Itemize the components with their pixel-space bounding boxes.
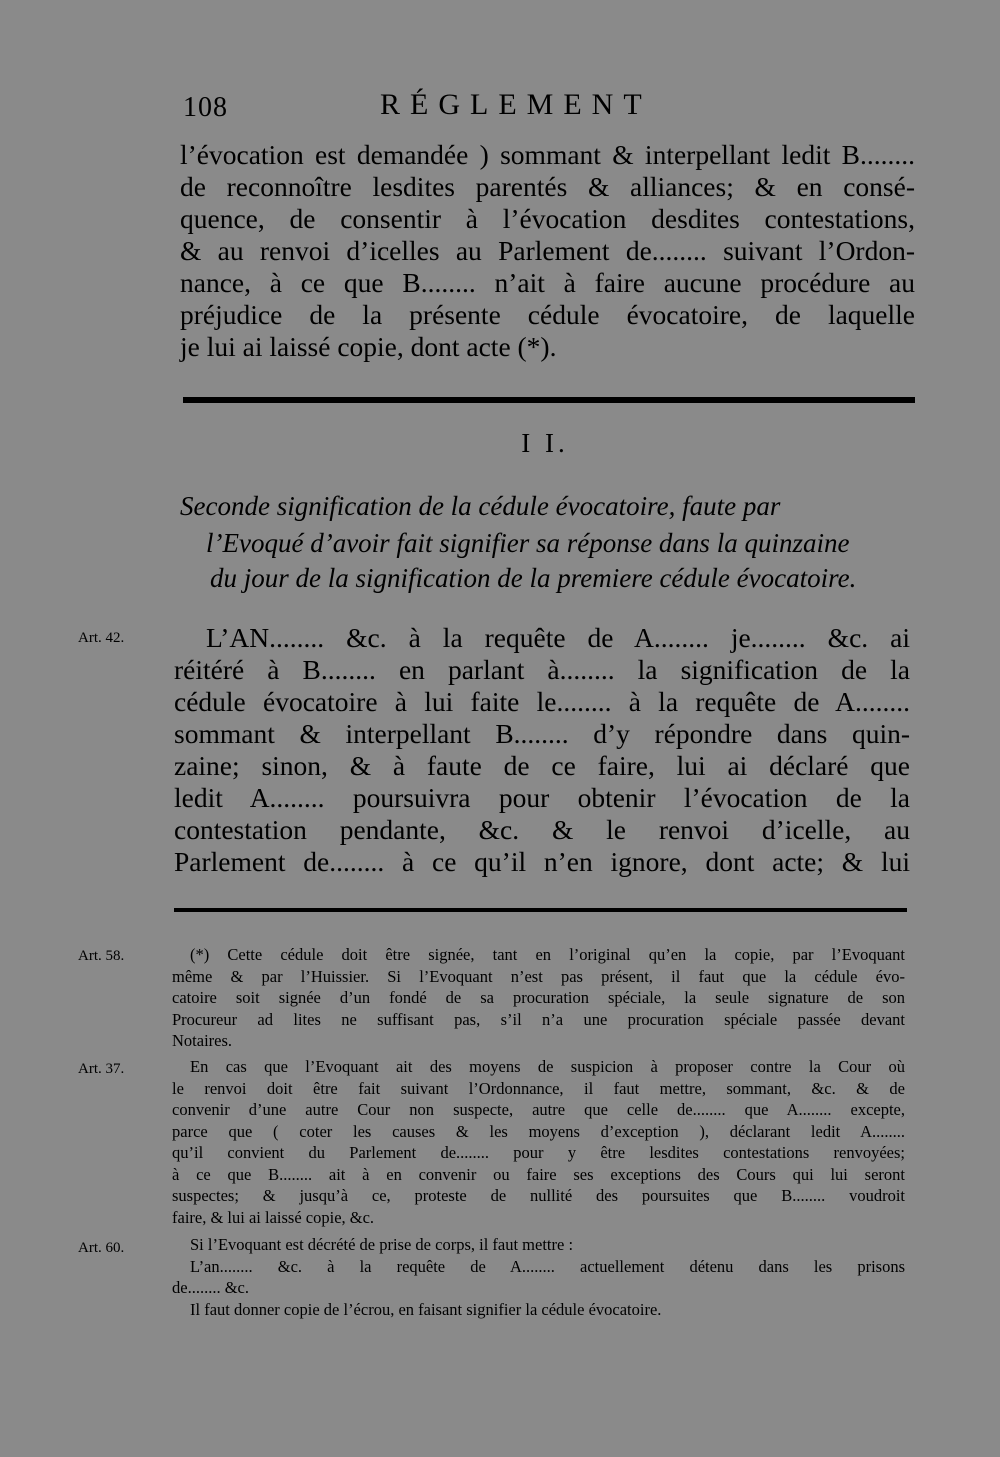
margin-reference: Art. 60. bbox=[78, 1240, 125, 1256]
footnote-line: même & par l’Huissier. Si l’Evoquant n’est pas présent, il faut que la cédule évo- bbox=[172, 966, 905, 986]
footnote-line: parce que ( coter les causes & les moyens d’exception ), déclarant ledit A........ bbox=[172, 1121, 905, 1141]
footnote-line: Notaires. bbox=[172, 1031, 233, 1050]
footnote-line: à ce que B........ ait à en convenir ou faire ses exceptions des Cours qui lui seront bbox=[172, 1164, 905, 1184]
running-title: RÉGLEMENT bbox=[380, 88, 652, 121]
footnote-line: (*) Cette cédule doit être signée, tant en l’original qu’en la copie, par l’Evoquant bbox=[190, 945, 905, 964]
top-paragraph bbox=[180, 139, 915, 363]
paragraph-line: de reconnoître lesdites parentés & alliances; & en consé- bbox=[180, 171, 915, 202]
section-body bbox=[174, 622, 910, 878]
footnote-line: Procureur ad lites ne suffisant pas, s’il n’a une procuration spéciale passée devant bbox=[172, 1009, 905, 1029]
footnote-line: faire, & lui ai laissé copie, &c. bbox=[172, 1207, 375, 1227]
footnote-line: Il faut donner copie de l’écrou, en faisant signifier la cédule évocatoire. bbox=[190, 1299, 662, 1319]
footnote bbox=[172, 1234, 905, 1320]
footnote-line: suspectes; & jusqu’à ce, proteste de nullité des poursuites que B........ voudroit bbox=[172, 1186, 905, 1205]
footnote-line: En cas que l’Evoquant ait des moyens de suspicion à proposer contre la Cour où bbox=[190, 1057, 905, 1076]
paragraph-line: l’évocation est demandée ) sommant & interpellant ledit B........ bbox=[180, 139, 915, 170]
footnote bbox=[172, 1056, 905, 1228]
section-subtitle-line: Seconde signification de la cédule évocatoire, faute par bbox=[180, 491, 781, 521]
paragraph-line: quence, de consentir à l’évocation desdites contestations, bbox=[180, 203, 915, 234]
page-number: 108 bbox=[183, 92, 228, 123]
paragraph-line: je lui ai laissé copie, dont acte (*). bbox=[180, 331, 557, 362]
footnote-line: convenir d’une autre Cour non suspecte, autre que celle de........ que A........ excepte, bbox=[172, 1100, 905, 1119]
body-line: réitéré à B........ en parlant à........ la signification de la bbox=[174, 654, 910, 685]
paragraph-line: & au renvoi d’icelles au Parlement de........ suivant l’Ordon- bbox=[180, 235, 915, 266]
body-line: cédule évocatoire à lui faite le........ à la requête de A........ bbox=[174, 686, 910, 717]
body-line: L’AN........ &c. à la requête de A........ je........ &c. ai bbox=[206, 622, 910, 653]
paragraph-line: nance, à ce que B........ n’ait à faire aucune procédure au bbox=[180, 267, 915, 298]
body-line: contestation pendante, &c. & le renvoi d’icelle, au bbox=[174, 814, 910, 845]
margin-reference: Art. 58. bbox=[78, 948, 125, 964]
margin-reference: Art. 37. bbox=[78, 1061, 125, 1077]
body-line: zaine; sinon, & à faute de ce faire, lui ai déclaré que bbox=[174, 750, 910, 781]
footnote-line: catoire soit signée d’un fondé de sa procuration spéciale, la seule signature de son bbox=[172, 988, 905, 1007]
footnote-line: le renvoi doit être fait suivant l’Ordonnance, il faut mettre, sommant, &c. & de bbox=[172, 1078, 905, 1098]
section-subtitle-line: du jour de la signification de la premiere cédule évocatoire. bbox=[210, 563, 857, 593]
margin-reference: Art. 42. bbox=[78, 630, 125, 646]
footnote-line: de........ &c. bbox=[172, 1278, 249, 1297]
footnote-line: Si l’Evoquant est décrété de prise de corps, il faut mettre : bbox=[190, 1235, 574, 1254]
footnote-line: L’an........ &c. à la requête de A........ actuellement détenu dans les prisons bbox=[190, 1256, 905, 1276]
section-subtitle-line: l’Evoqué d’avoir fait signifier sa réponse dans la quinzaine bbox=[206, 528, 850, 558]
body-line: Parlement de........ à ce qu’il n’en ignore, dont acte; & lui bbox=[174, 846, 910, 877]
paragraph-line: préjudice de la présente cédule évocatoire, de laquelle bbox=[180, 299, 915, 330]
section-divider bbox=[183, 397, 915, 403]
footnote bbox=[172, 944, 905, 1052]
body-line: ledit A........ poursuivra pour obtenir l’évocation de la bbox=[174, 782, 910, 813]
footnote-divider bbox=[174, 908, 907, 912]
body-line: sommant & interpellant B........ d’y répondre dans quin- bbox=[174, 718, 910, 749]
section-number: I I. bbox=[521, 428, 569, 458]
footnote-line: qu’il convient du Parlement de........ pour y être lesdites contestations renvoyées; bbox=[172, 1143, 905, 1162]
